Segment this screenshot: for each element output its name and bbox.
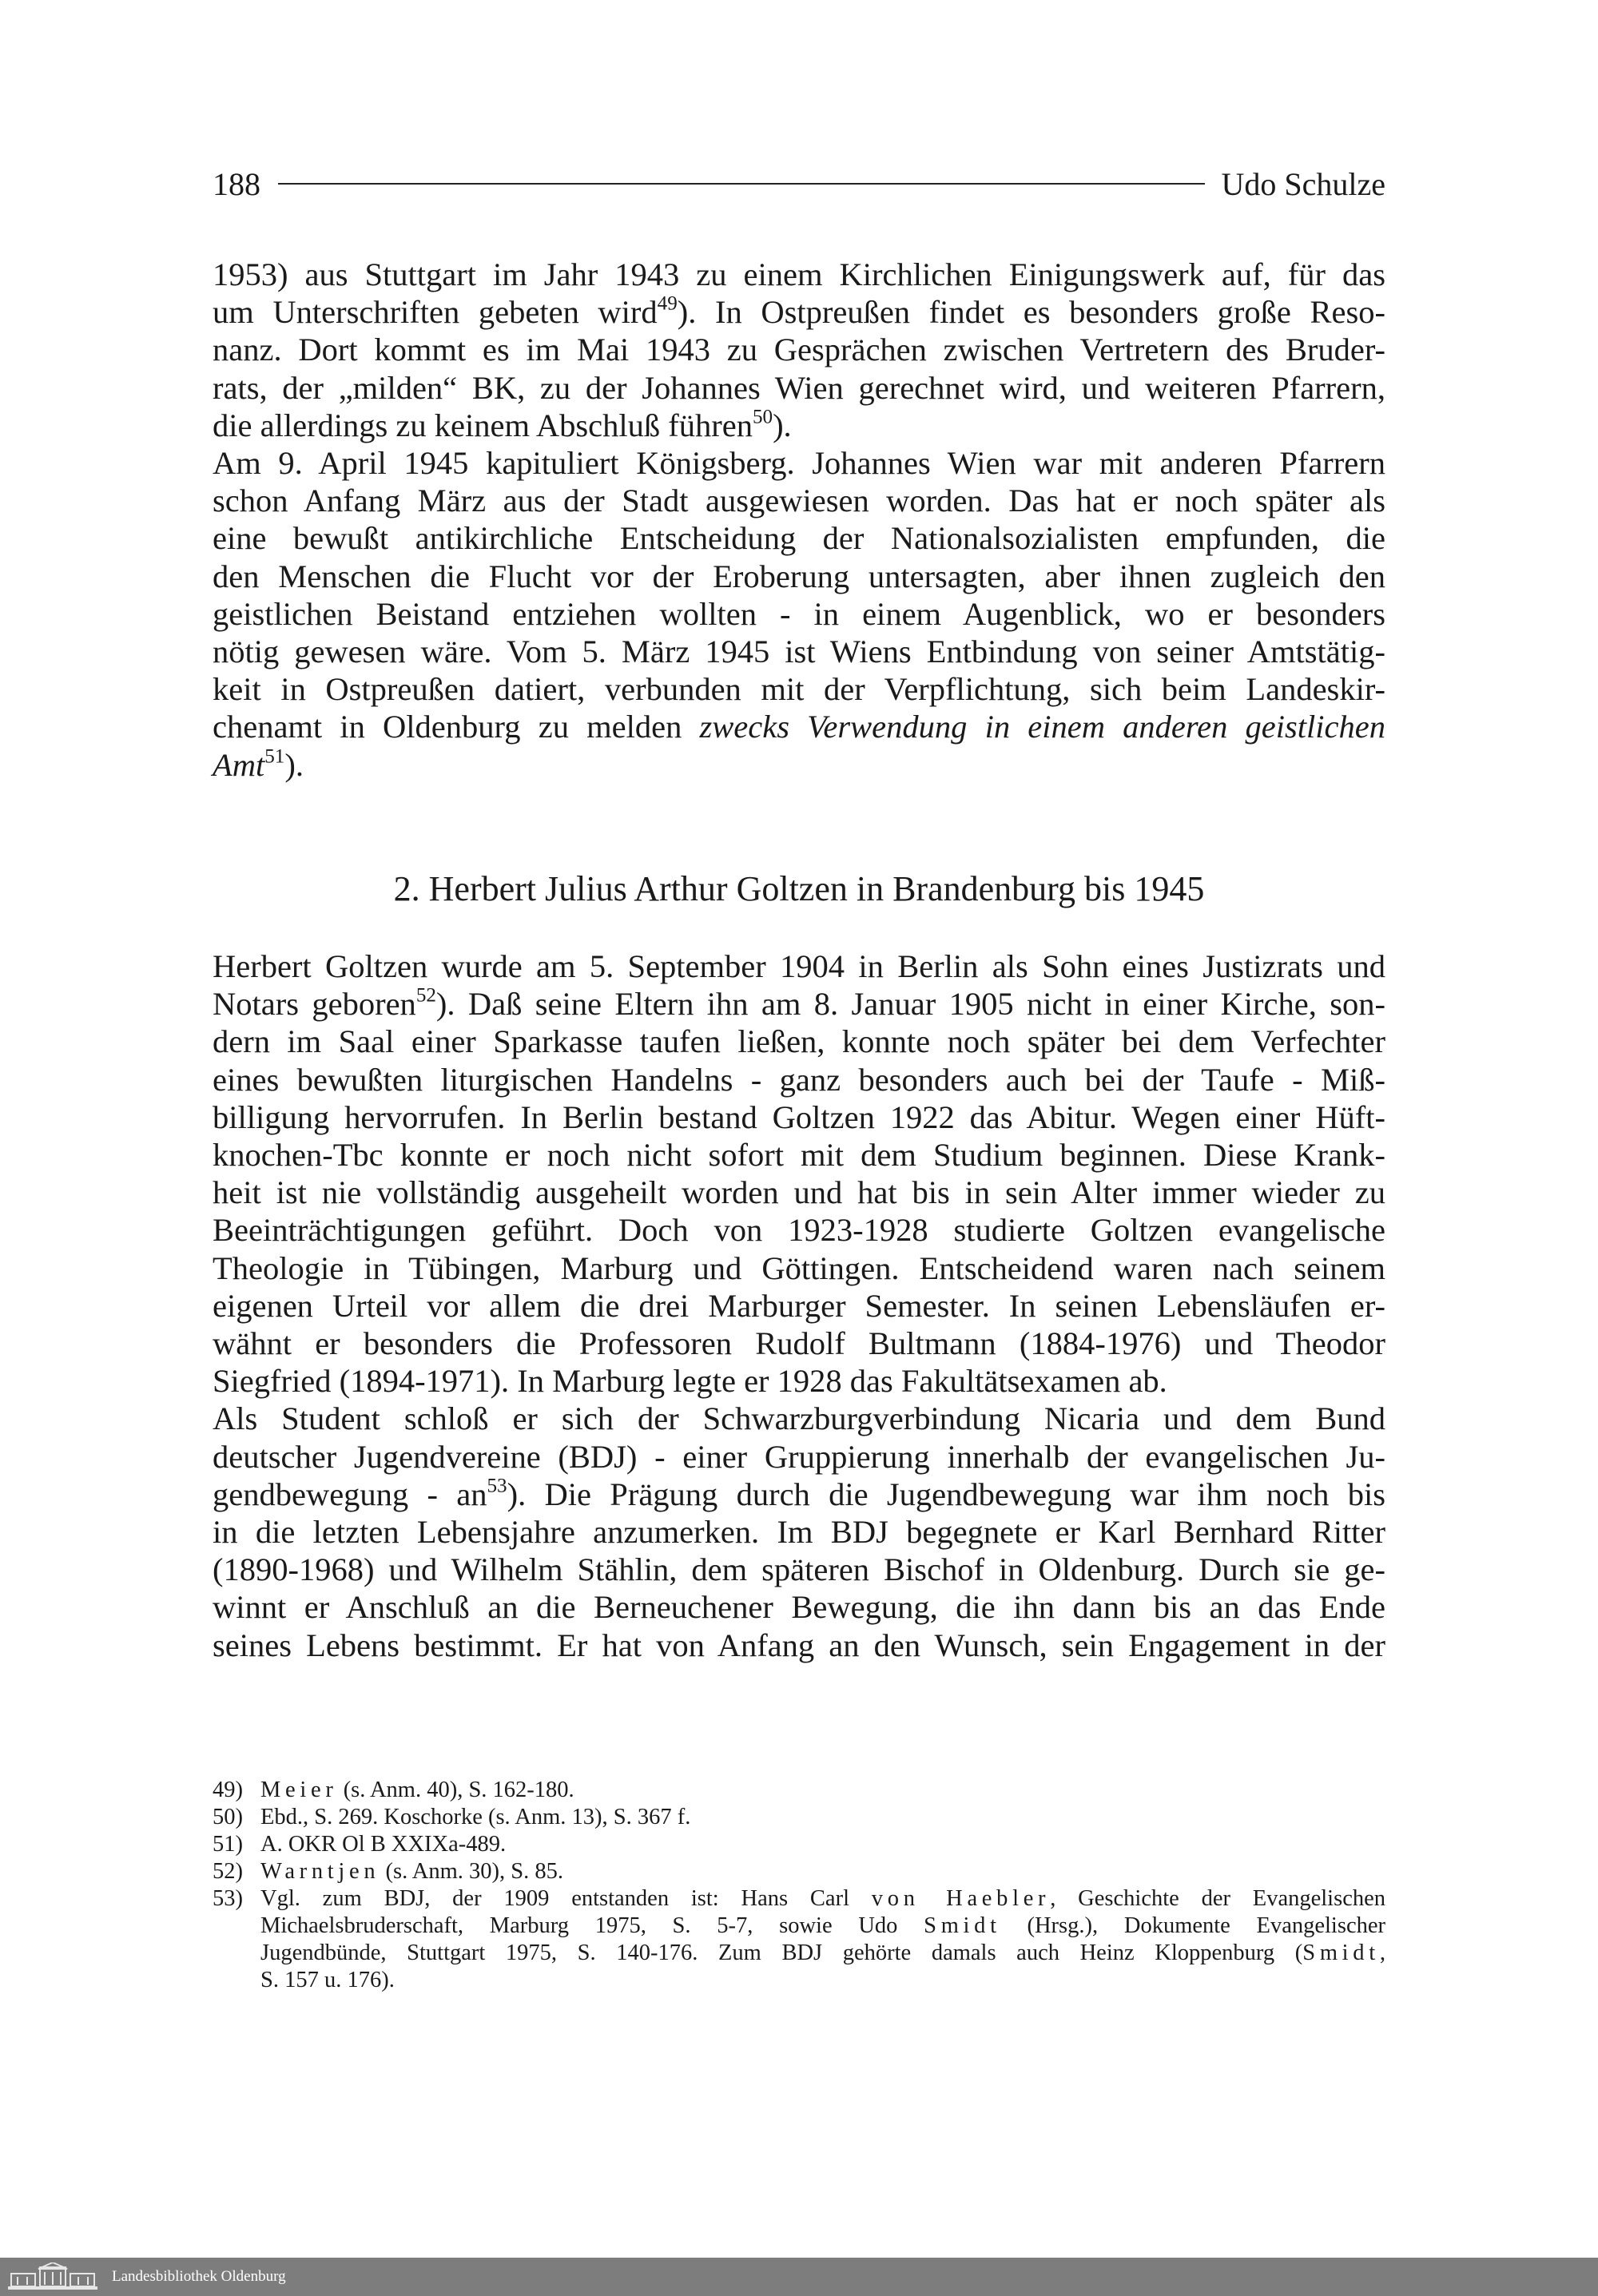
text-line: billigung hervorrufen. In Berlin bestand Goltzen 1922 das Abitur. Wegen einer Hüft- [213,1098,1385,1135]
text-line: heit ist nie vollständig ausgeheilt worden und hat bis in sein Alter immer wieder zu [213,1174,1385,1211]
paragraph-3 [213,947,1385,1664]
text-line: Amt$^{51}$). [213,745,304,783]
paragraph-1 [213,256,1385,444]
text-line: nanz. Dort kommt es im Mai 1943 zu Gesprächen zwischen Vertretern des Bruder- [213,332,1385,368]
italic-quote: zwecks Verwendung in einem anderen geistlichen [699,709,1385,745]
text-line: winnt er Anschluß an die Berneuchener Bewegung, die ihn dann bis an das Ende [213,1589,1385,1626]
footnote-50: 50) Ebd., S. 269. Koschorke (s. Anm. 13), S. 367 f. [213,1805,691,1829]
library-building-icon [8,2262,97,2291]
text-line: Am 9. April 1945 kapituliert Königsberg. Johannes Wien war mit anderen Pfarrern [213,445,1385,481]
text-line: Theologie in Tübingen, Marburg und Göttingen. Entscheidend waren nach seinem [213,1249,1385,1286]
running-head-author: Udo Schulze [1221,165,1385,202]
running-header [213,163,1385,205]
text-line: seines Lebens bestimmt. Er hat von Anfang an den Wunsch, sein Engagement in der [213,1627,1385,1663]
text-line: Notars geboren$^{52}$). Daß seine Eltern ihn am 8. Januar 1905 nicht in einer Kirche, son- [213,984,1386,1023]
text-line: gendbewegung - $an^{53}$). Die Prägung durch die Jugendbewegung war ihm noch bis [213,1475,1386,1512]
text-line: Siegfried (1894-1971). In Marburg legte er 1928 das Fakultätsexamen ab. [213,1363,1167,1400]
library-footer-bar [0,2258,1598,2296]
text-line: deutscher Jugendvereine (BDJ) - einer Gruppierung innerhalb der evangelischen Ju- [213,1438,1385,1475]
footnotes [213,1777,1385,1994]
footnote-ref-52: 52 [415,984,436,1007]
text-line: eines bewußten liturgischen Handelns - ganz besonders auch bei der Taufe - Miß- [213,1061,1385,1098]
text-line: die allerdings zu keinem Abschluß führen$^{50}$). [213,406,792,443]
text-line: wähnt er besonders die Professoren Rudolf Bultmann (1884-1976) und Theodor [213,1325,1385,1362]
footnote-ref-51: 51 [264,745,285,768]
text-line: eigenen Urteil vor allem die drei Marburger Semester. In seinen Lebensläufen er- [213,1287,1385,1324]
text-line: keit in Ostpreußen datiert, verbunden mit der Verpflichtung, sich beim Landeskir- [213,671,1385,708]
section-heading: 2. Herbert Julius Arthur Goltzen in Brandenburg bis 1945 [393,869,1205,908]
text-line: Als Student schloß er sich der Schwarzburgverbindung Nicaria und dem Bund [213,1400,1385,1437]
text-line: in die letzten Lebensjahre anzumerken. Im BDJ begegnete er Karl Bernhard Ritter [213,1514,1385,1551]
text-line: den Menschen die Flucht vor der Eroberung untersagten, aber ihnen zugleich den [213,558,1385,594]
text-line: nötig gewesen wäre. Vom 5. März 1945 ist Wiens Entbindung von seiner Amtstätig- [213,634,1385,670]
text-line: schon Anfang März aus der Stadt ausgewiesen worden. Das hat er noch später als [213,483,1385,519]
text-line: dern im Saal einer Sparkasse taufen ließen, konnte noch später bei dem Verfechter [213,1023,1385,1060]
text-line: chenamt in Oldenburg zu melden zwecks Verwendung in einem anderen geistlichen [213,709,1385,745]
footnote-ref-49: 49 [657,292,678,315]
page-number: 188 [213,165,260,202]
text-line: Herbert Goltzen wurde am 5. September 1904 in Berlin als Sohn eines Justizrats und [213,948,1385,984]
footnote-49: 49) Meier (s. Anm. 40), S. 162-180. [213,1778,574,1802]
footnote-53: 53) Vgl. zum BDJ, der 1909 entstanden ist: Hans Carl von Haebler, Geschichte der Evangelischen Michaelsbruderschaft, Marburg 1975, S. 5-7, sowie Udo Smidt (Hrsg.), Dokumente Evangelischer Jugendbünde, Stuttgart 1975, S. 140-176. Zum BDJ gehörte damals auch Heinz Kloppenburg (Smidt, S. 157 u. 176). [213,1886,1385,1992]
footnote-52: 52) Warntjen (s. Anm. 30), S. 85. [213,1859,563,1884]
header-rule [278,183,1205,185]
text-line: um Unterschriften gebeten wird$^{49}$). In Ostpreußen findet es besonders große Reso- [213,292,1385,331]
paragraph-2 [213,444,1385,784]
footnote-ref-53: 53 [487,1475,507,1497]
library-name: Landesbibliothek Oldenburg [112,2268,286,2285]
text-line: 1953) aus Stuttgart im Jahr 1943 zu einem Kirchlichen Einigungswerk auf, für das [213,256,1385,292]
text-line: eine bewußt antikirchliche Entscheidung der Nationalsozialisten empfunden, die [213,520,1385,557]
text-line: (1890-1968) und Wilhelm Stählin, dem späteren Bischof in Oldenburg. Durch sie ge- [213,1551,1385,1588]
footnote-51: 51) A. OKR Ol B XXIXa-489. [213,1832,507,1857]
text-line: Beeinträchtigungen geführt. Doch von 1923-1928 studierte Goltzen evangelische [213,1212,1385,1249]
text-line: rats, der „milden“ BK, zu der Johannes Wien gerechnet wird, und weiteren Pfarrern, [213,369,1385,406]
text-line: geistlichen Beistand entziehen wollten - in einem Augenblick, wo er besonders [213,595,1385,632]
footnote-ref-50: 50 [752,406,773,428]
text-line: knochen-Tbc konnte er noch nicht sofort mit dem Studium beginnen. Diese Krank- [213,1137,1385,1174]
